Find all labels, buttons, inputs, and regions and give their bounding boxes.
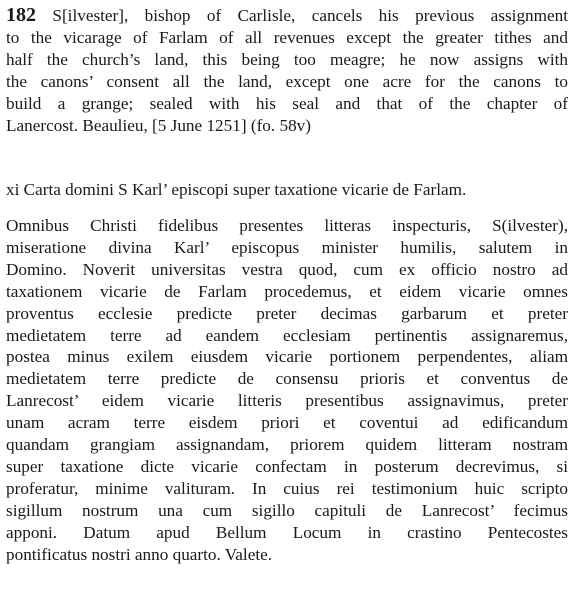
charter-line: pontificatus nostri anno quarto. Valete. (6, 544, 273, 564)
summary-line: build a grange; sealed with his seal and that of the chapter of (6, 94, 568, 113)
charter-line: Omnibus Christi fidelibus presentes litteras inspecturis, S(ilvester), (6, 216, 568, 235)
summary-line: Lanercost. Beaulieu, [5 June 1251] (fo. 58v) (6, 116, 311, 135)
charter-line: unam acram terre eisdem priori et coventui ad edificandum (6, 413, 568, 433)
summary-line-text: S[ilvester], bishop of Carlisle, cancels his previous assignment (52, 6, 568, 25)
charter-line: taxationem vicarie de Farlam procedemus, et eidem vicarie omnes (6, 281, 568, 301)
charter-line: postea minus exilem eiusdem vicarie portionem perpendentes, aliam (6, 347, 568, 367)
charter-line: sigillum nostrum una cum sigillo capituli de Lanrecost’ fecimus (6, 500, 568, 520)
summary-line: to the vicarage of Farlam of all revenues except the greater tithes and (6, 28, 568, 47)
charter-line: Lanrecost’ eidem vicarie litteris presentibus assignavimus, preter (6, 391, 568, 411)
entry-summary (6, 4, 568, 137)
charter-line: apponi. Datum apud Bellum Locum in crastino Pentecostes (6, 522, 568, 542)
summary-line: half the church’s land, this being too meagre; he now assigns with (6, 50, 568, 69)
charter-line: proventus ecclesie predicte preter decimas garbarum et preter (6, 303, 568, 323)
charter-line: miseratione divina Karl’ episcopus minister humilis, salutem in (6, 237, 568, 257)
entry-number: 182 (6, 4, 36, 26)
charter-rubric: xi Carta domini S Karl’ episcopi super taxatione vicarie de Farlam. (6, 180, 467, 199)
charter-line: medietatem terre predicte de consensu prioris et conventus de (6, 369, 568, 389)
charter-line: super taxatione dicte vicarie confectam in posterum decrevimus, si (6, 456, 568, 476)
charter-line: proferatur, minime valituram. In cuius rei testimonium huic scripto (6, 478, 568, 498)
summary-line (6, 4, 568, 27)
charter-line: Domino. Noverit universitas vestra quod, cum ex officio nostro ad (6, 259, 568, 279)
charter-text (6, 215, 568, 566)
charter-line: quandam grangiam assignandam, priorem quidem litteram nostram (6, 435, 568, 455)
charter-line: medietatem terre ad eandem ecclesiam pertinentis assignaremus, (6, 325, 568, 345)
summary-line: the canons’ consent all the land, except one acre for the canons to (6, 72, 568, 91)
